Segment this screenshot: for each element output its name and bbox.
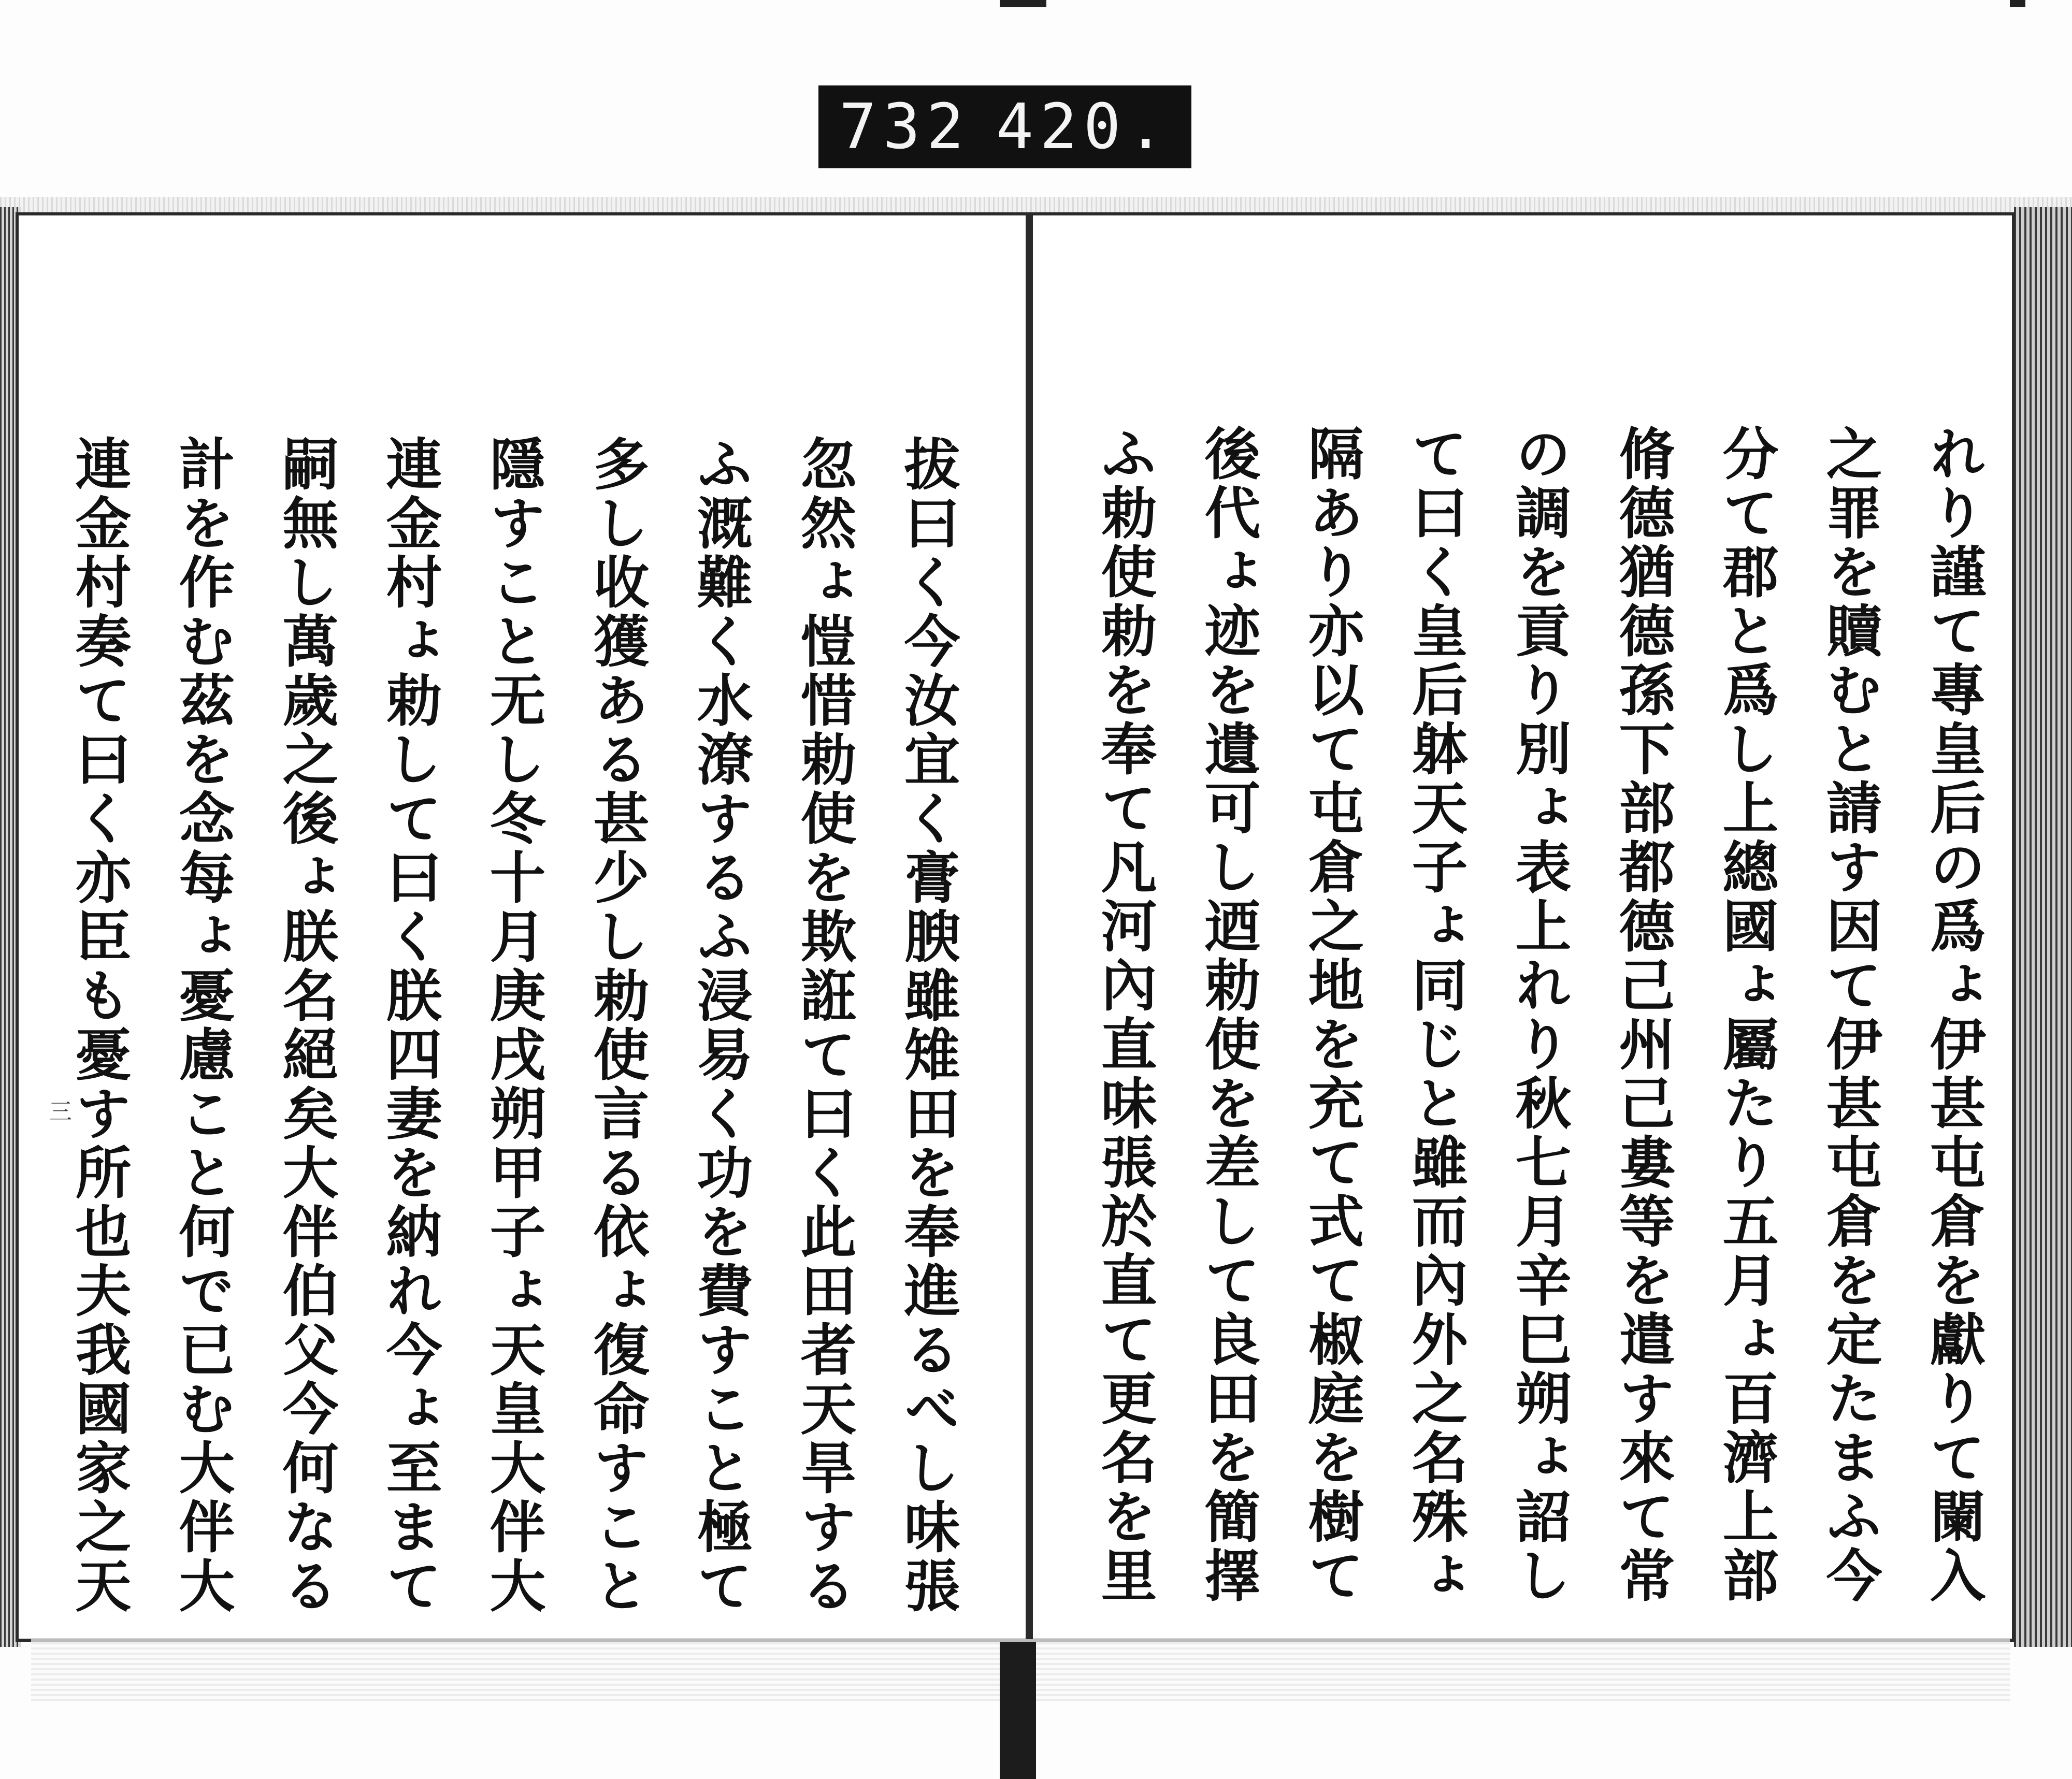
spine-binding — [1000, 1642, 1036, 1779]
text-column: 拔曰く今汝宜く膏腴雖雉田を奉進るべし味張 — [895, 435, 960, 1616]
text-column: 後代ょ迹を遺可し迺勅使を差して良田を簡擇 — [1195, 425, 1260, 1606]
text-column: 之罪を贖むと請す因て伊甚屯倉を定たまふ今 — [1817, 425, 1882, 1606]
text-column: 隔あり亦以て屯倉之地を充て式て椒庭を樹て — [1299, 425, 1364, 1606]
text-column: 連金村奏て曰く亦臣も憂す所也夫我國家之天 — [66, 435, 131, 1616]
text-column: 嗣無し萬歲之後ょ朕名絕矣大伴伯父今何なる — [273, 435, 338, 1616]
text-column: 忽然ょ愷惜勅使を欺誑て曰く此田者天旱する — [791, 435, 856, 1616]
left-page-text — [66, 435, 979, 1616]
page-stack-right — [2014, 207, 2072, 1647]
frame-number-left: 732 — [839, 91, 970, 163]
top-mark — [2010, 0, 2025, 7]
text-column: 多し收獲ある甚少し勅使言る依ょ復命すこと — [584, 435, 649, 1616]
frame-number-right: 420. — [996, 91, 1171, 163]
text-column: 連金村ょ勅して曰く朕四妻を納れ今ょ至まて — [377, 435, 442, 1616]
left-page-number: 三 — [49, 1098, 72, 1125]
text-column: 隱すこと无し冬十月庚戌朔甲子ょ天皇大伴大 — [480, 435, 545, 1616]
text-column: て曰く皇后躰天子ょ同じと雖而內外之名殊ょ — [1402, 425, 1467, 1606]
text-column: れり謹て專皇后の爲ょ伊甚屯倉を獻りて闌入 — [1920, 425, 1985, 1606]
text-column: 計を作む茲を念每ょ憂慮こと何で已む大伴大 — [169, 435, 235, 1616]
text-column: ふ溉難く水潦するふ浸易く功を費すこと極て — [687, 435, 753, 1616]
text-column: 分て郡と爲し上總國ょ屬たり五月ょ百濟上部 — [1713, 425, 1778, 1606]
right-page-text — [1091, 425, 2005, 1606]
frame-number-label — [818, 85, 1191, 168]
text-column: 脩德猶德孫下部都德己州己婁等を遣す來て常 — [1609, 425, 1675, 1606]
text-column: ふ勅使勅を奉て凡河內直味張於直て更名を里 — [1091, 425, 1157, 1606]
text-column: の調を貢り別ょ表上れり秋七月辛巳朔ょ詔し — [1506, 425, 1571, 1606]
top-mark — [1000, 0, 1046, 7]
